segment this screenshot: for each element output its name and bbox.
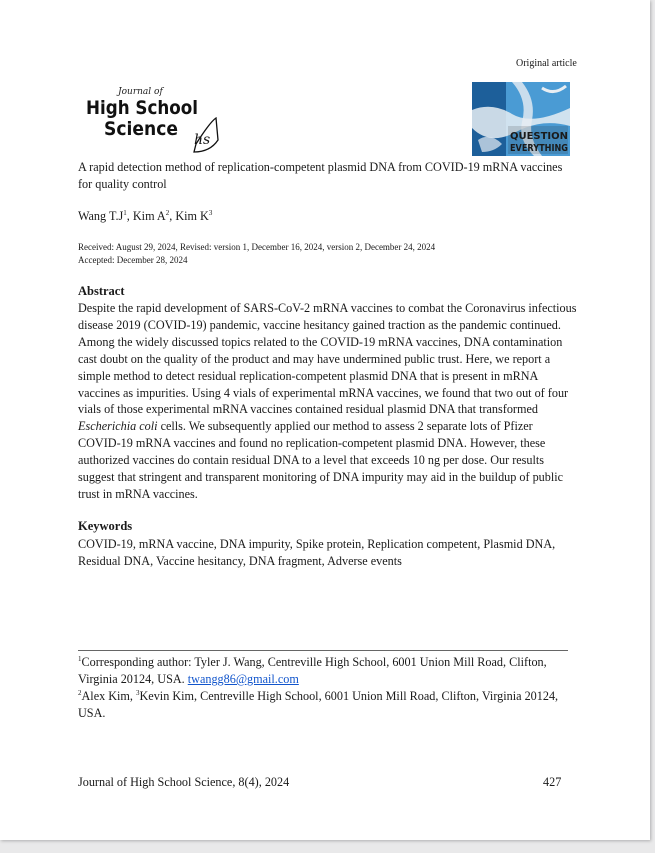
accepted-date: Accepted: December 28, 2024 bbox=[78, 255, 188, 265]
publication-dates bbox=[78, 241, 435, 267]
abstract-body: Despite the rapid development of SARS-CoV-2 mRNA vaccines to combat the Coronavirus infectious disease 2019 (COVID-19) pandemic, vaccine hesitancy gained traction as the pandemic continued. Among the widely discussed topics related to the COVID-19 mRNA vaccines, DNA contamination cast doubt on the quality of the product and may have undermined public trust. Here, we report a simple method to detect residual replication-competent plasmid DNA that is present in mRNA vaccines as impurities. Using 4 vials of experimental mRNA vaccines, we found that two out of four vials of those experimental mRNA vaccines contained residual plasmid DNA that transformed Escherichia coli cells. We subsequently applied our method to assess 2 separate lots of Pfizer COVID-19 mRNA vaccines and found no replication-competent plasmid DNA. However, these authorized vaccines do contain residual DNA to a level that exceeds 10 ng per dose. Our results suggest that stringent and transparent monitoring of DNA impurity may aid in the buildup of public trust in mRNA vaccines. bbox=[78, 301, 577, 501]
author-name: Wang T.J bbox=[78, 209, 124, 223]
page-number: 427 bbox=[543, 775, 562, 789]
keywords-heading: Keywords bbox=[78, 519, 133, 533]
logo-line2: Science bbox=[104, 118, 178, 140]
author-list: Wang $T.J^1$, Kim $A^2$, Kim $K^3$ bbox=[78, 209, 213, 223]
author-affiliation-sup: 1 bbox=[123, 209, 127, 217]
footnote-corresponding-author: $^1$Corresponding author: Tyler J. Wang, Centreville High School, 6001 Union Mill Road, Clifton, Virginia 20124, USA. twangg86@gmail.com bbox=[78, 655, 547, 686]
logo-line1: High School bbox=[86, 97, 198, 119]
received-revised-dates: Received: August 29, 2024, Revised: version 1, December 16, 2024, version 2, December 24, 2024 bbox=[78, 242, 436, 252]
species-name: Escherichia coli bbox=[78, 419, 158, 434]
author-email-link[interactable]: twangg86@gmail.com bbox=[187, 672, 299, 686]
cover-stamp-line1: QUESTION bbox=[510, 131, 568, 142]
article-title: A rapid detection method of replication-competent plasmid DNA from COVID-19 mRNA vaccines for quality control bbox=[78, 160, 563, 191]
article-type-label: Original article bbox=[516, 58, 577, 69]
journal-logo bbox=[84, 84, 224, 156]
author-affiliation-sup: 3 bbox=[208, 209, 213, 217]
footnote-coauthors: $^2$Alex Kim, $^3$Kevin Kim, Centreville High School, 6001 Union Mill Road, Clifton, Virginia 20124, USA. bbox=[78, 689, 559, 720]
keywords-list: COVID-19, mRNA vaccine, DNA impurity, Spike protein, Replication competent, Plasmid DNA, Residual DNA, Vaccine hesitancy, DNA fragment, Adverse events bbox=[78, 537, 556, 568]
cover-stamp-line2: EVERYTHING bbox=[510, 143, 568, 154]
footnotes bbox=[78, 654, 578, 722]
footer-journal-citation: Journal of High School Science, 8(4), 2024 bbox=[78, 775, 290, 789]
logo-monogram: hs bbox=[194, 132, 211, 148]
abstract-heading: Abstract bbox=[78, 284, 125, 298]
author-affiliation-sup: 2 bbox=[165, 209, 170, 217]
journal-cover-image bbox=[472, 82, 570, 156]
author-name: Kim K bbox=[175, 209, 209, 223]
footnote-divider bbox=[78, 650, 568, 651]
logo-script-text: Journal of bbox=[118, 87, 163, 97]
author-name: Kim A bbox=[132, 209, 166, 223]
